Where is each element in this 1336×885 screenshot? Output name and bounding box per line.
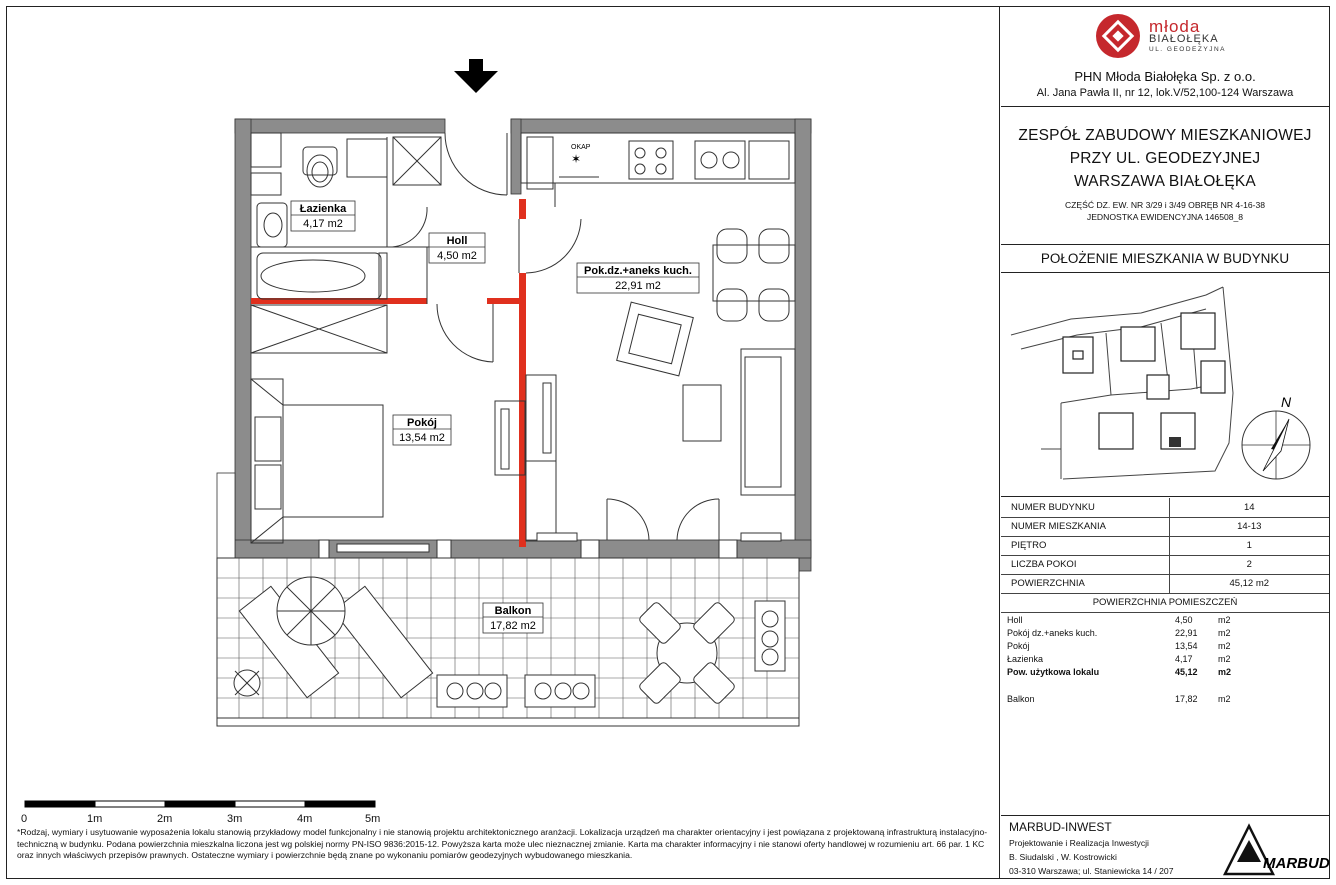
- scale-label-5: 5m: [365, 813, 381, 825]
- scale-label-4: 4m: [297, 813, 313, 825]
- brand-line-2: BIAŁOŁĘKA: [1149, 33, 1219, 45]
- svg-text:4,17 m2: 4,17 m2: [303, 218, 343, 230]
- living-furniture: [495, 302, 795, 541]
- floor-plan-drawing: [7, 7, 1000, 878]
- location-title: POŁOŻENIE MIESZKANIA W BUDYNKU: [1001, 245, 1329, 273]
- svg-text:22,91 m2: 22,91 m2: [615, 280, 661, 292]
- scale-label-0: 0: [21, 813, 28, 825]
- room-label-pokoj-kuch: [577, 263, 699, 293]
- svg-text:Pokój: Pokój: [407, 417, 437, 429]
- disclaimer-text: *Rodzaj, wymiary i usytuowanie wyposażenia lokalu stanowią przykładowy model funkcjonalny i nie stanowią projektu architektonicznego aranżacji. Lokalizacja urządzeń ma charakter orientacyjny i jest powiązana z projektowaną infrastrukturą instalacyjno-techniczną w budynku. Podana powierzchnia mieszkalna liczona jest wg polskiej normy PN-ISO 9836:2015-12. Powyższa karta może ulec nieznacznej zmianie. Karta ma charakter informacyjny i nie stanowi oferty handlowej w rozumieniu art. 66 par. 1 KC oraz innych właściwych przepisów prawnych. Ostateczne wymiary i powierzchnie będą znane po wykonaniu pomiarów geodezyjnych wybudowanego mieszkania.: [17, 827, 988, 860]
- list-item-total: Pow. użytkowa lokalu 45,12 m2: [1007, 667, 1232, 677]
- table-row: LICZBA POKOI 2: [1001, 555, 1329, 574]
- table-row: POWIERZCHNIA 45,12 m2: [1001, 574, 1329, 593]
- svg-text:4,50 m2: 4,50 m2: [437, 250, 477, 262]
- parcel-info: CZĘŚĆ DZ. EW. NR 3/29 i 3/49 OBRĘB NR 4-16-38 JEDNOSTKA EWIDENCYJNA 146508_8: [1064, 200, 1266, 222]
- bed: [251, 379, 383, 543]
- list-item: Łazienka 4,17 m2: [1007, 654, 1231, 664]
- svg-text:17,82 m2: 17,82 m2: [490, 620, 536, 632]
- designer-block: [1001, 815, 1329, 878]
- dining-set: [713, 229, 795, 321]
- scale-bar-labels: [21, 813, 381, 827]
- project-block: [1001, 108, 1329, 245]
- table-row: NUMER BUDYNKU 14: [1001, 498, 1329, 517]
- svg-text:N: N: [1281, 394, 1292, 410]
- door-swings: [387, 133, 719, 540]
- highlighted-apartment: [1169, 437, 1181, 447]
- rooms-area-list: [1007, 615, 1327, 707]
- company-address: Al. Jana Pawła II, nr 12, lok.V/52,100-124 Warszawa: [1036, 87, 1294, 99]
- project-title: ZESPÓŁ ZABUDOWY MIESZKANIOWEJ PRZY UL. GEODEZYJNEJ WARSZAWA BIAŁOŁĘKA: [1018, 127, 1312, 190]
- site-map: [1001, 273, 1329, 497]
- entrance-arrow-icon: [454, 59, 498, 93]
- apartment-info-table: [1001, 498, 1329, 594]
- rooms-area-title: POWIERZCHNIA POMIESZCZEŃ: [1001, 593, 1329, 613]
- info-panel: [1001, 7, 1329, 878]
- floor-plan-area: [7, 7, 1000, 878]
- drawing-sheet: [6, 6, 1330, 879]
- designer-line-2: B. Siudalski , W. Kostrowicki: [1009, 852, 1117, 862]
- brand-logo-icon: [1093, 11, 1143, 61]
- brand-line-3: UL. GEODEZYJNA: [1149, 46, 1226, 53]
- svg-text:13,54 m2: 13,54 m2: [399, 432, 445, 444]
- svg-text:Holl: Holl: [446, 235, 468, 247]
- company-name: PHN Młoda Białołęka Sp. z o.o.: [1074, 69, 1256, 84]
- list-item: Pokój 13,54 m2: [1007, 641, 1231, 651]
- room-label-balkon: [483, 603, 543, 633]
- kitchen-units: [521, 133, 795, 207]
- table-row: PIĘTRO 1: [1001, 536, 1329, 555]
- svg-text:Łazienka: Łazienka: [299, 203, 347, 215]
- scale-bar: [25, 801, 375, 807]
- brand-line-1: młoda: [1149, 17, 1201, 36]
- designer-line-1: Projektowanie i Realizacja Inwestycji: [1009, 838, 1149, 848]
- developer-header: [1001, 7, 1329, 107]
- list-item: Holl 4,50 m2: [1007, 615, 1231, 625]
- svg-text:✶: ✶: [571, 152, 582, 166]
- okap-label: OKAP: [571, 144, 591, 151]
- room-label-holl: [429, 233, 485, 263]
- scale-label-3: 3m: [227, 813, 243, 825]
- designer-line-3: 03-310 Warszawa; ul. Staniewicka 14 / 207: [1009, 866, 1174, 876]
- list-item: Pokój dz.+aneks kuch. 22,91 m2: [1007, 628, 1231, 638]
- room-label-pokoj: [393, 415, 451, 445]
- scale-label-1: 1m: [87, 813, 103, 825]
- list-item-balcony: Balkon 17,82 m2: [1007, 694, 1231, 704]
- svg-text:Pok.dz.+aneks kuch.: Pok.dz.+aneks kuch.: [584, 265, 692, 277]
- room-label-lazienka: [291, 201, 355, 231]
- designer-logo-icon: [1219, 822, 1330, 876]
- designer-name: MARBUD-INWEST: [1009, 820, 1112, 834]
- svg-text:MARBUD: MARBUD: [1263, 855, 1330, 872]
- north-arrow-icon: [1242, 394, 1310, 479]
- svg-text:Balkon: Balkon: [494, 605, 532, 617]
- scale-label-2: 2m: [157, 813, 173, 825]
- table-row: NUMER MIESZKANIA 14-13: [1001, 517, 1329, 536]
